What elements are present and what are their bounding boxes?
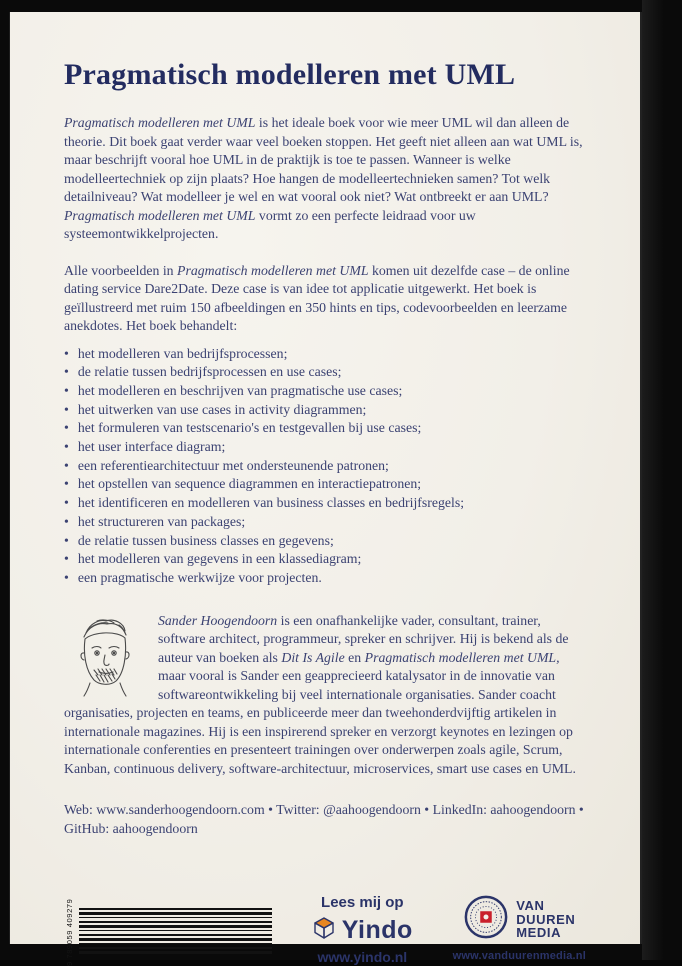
list-item: • het modelleren van gegevens in een klassediagram; bbox=[64, 550, 586, 569]
list-item: • het uitwerken van use cases in activity diagrammen; bbox=[64, 401, 586, 420]
list-item: • het structureren van packages; bbox=[64, 513, 586, 532]
list-item: • het modelleren van bedrijfsprocessen; bbox=[64, 345, 586, 364]
vanduuren-name bbox=[516, 899, 575, 940]
author-section bbox=[64, 612, 586, 779]
text-segment: maar vooral is Sander een geapprecieerd katalysator in de innovatie van softwareontwikkeling bij veel internationale organisaties. Sander coacht organisaties, projecten en teams, en publiceerde meer dan tweehonderdvijftig artikelen in internationale magazines. Hij is een inspirerend spreker en verzorgt keynotes en lezingen op internationale conferenties en presenteert trainingen over onderwerpen zoals agile, Scrum, Kanban, continuous delivery, software-architectuur, microservices, smart use cases en UML. bbox=[64, 668, 576, 776]
case-paragraph bbox=[64, 262, 586, 336]
vanduuren-name-line: VAN bbox=[516, 898, 545, 914]
yindo-brand-row bbox=[312, 916, 413, 945]
vanduuren-url: www.vanduurenmedia.nl bbox=[452, 950, 586, 963]
text-segment: is het ideale boek voor wie meer UML wil dan alleen de theorie. Dit boek gaat verder waar veel boeken stoppen. Het geeft niet alleen aan wat UML is, maar beschrijft vooral hoe UML in de praktijk is toe te passen. Wanneer is welke modelleertechniek op zijn plaats? Hoe hangen de modelleertechnieken samen? Tot welk detailniveau? Wat modelleer je wel en wat vooral ook niet? Wat ontbreekt er aan UML? bbox=[64, 115, 583, 204]
text-segment: Pragmatisch modelleren met UML bbox=[64, 207, 256, 223]
intro-paragraph bbox=[64, 114, 586, 244]
list-item: • een referentiearchitectuur met ondersteunende patronen; bbox=[64, 457, 586, 476]
contact-links bbox=[64, 800, 586, 838]
topics-list bbox=[64, 345, 586, 588]
list-item: • het formuleren van testscenario's en testgevallen bij use cases; bbox=[64, 419, 586, 438]
vanduuren-name-line: MEDIA bbox=[516, 925, 562, 941]
vanduuren-logo bbox=[453, 894, 586, 962]
contact-links-line1: Web: www.sanderhoogendoorn.com • Twitter: @aahoogendoorn • LinkedIn: aahoogendoorn • bbox=[64, 802, 584, 818]
author-sketch-portrait bbox=[64, 615, 144, 697]
author-name: Sander Hoogendoorn bbox=[158, 612, 278, 628]
barcode-bars bbox=[79, 908, 272, 956]
list-item: • de relatie tussen business classes en gegevens; bbox=[64, 532, 586, 551]
text-segment: is een onafhankelijke vader, consultant, trainer, software architect, programmeur, spreker en schrijver. Hij is bekend als de auteur van boeken als bbox=[158, 612, 569, 665]
text-segment: vormt zo een perfecte leidraad voor uw systeemontwikkelprojecten. bbox=[64, 207, 476, 241]
vanduuren-row bbox=[453, 894, 586, 945]
bottom-logo-row bbox=[64, 892, 586, 965]
yindo-brand-name: Yindo bbox=[341, 916, 413, 945]
yindo-logo bbox=[312, 894, 413, 965]
text-segment: en bbox=[344, 649, 365, 665]
book-title-mention: Pragmatisch modelleren met UML, bbox=[364, 649, 560, 665]
book-title: Pragmatisch modelleren met UML bbox=[64, 58, 516, 91]
list-item: • het modelleren en beschrijven van pragmatische use cases; bbox=[64, 382, 586, 401]
list-item: • een pragmatische werkwijze voor projecten. bbox=[64, 569, 586, 588]
book-title-mention: Dit Is Agile bbox=[281, 649, 345, 665]
cd-disc-icon bbox=[463, 894, 509, 945]
list-item: • de relatie tussen bedrijfsprocessen en use cases; bbox=[64, 363, 586, 382]
book-spine-edge bbox=[642, 0, 682, 960]
barcode-number: 9 789059 409279 bbox=[65, 898, 74, 966]
yindo-url: www.yindo.nl bbox=[317, 949, 408, 966]
book-back-cover bbox=[10, 12, 640, 966]
text-segment: Pragmatisch modelleren met UML bbox=[64, 115, 256, 130]
yindo-cube-icon bbox=[312, 916, 336, 945]
yindo-tagline: Lees mij op bbox=[321, 894, 404, 912]
contact-links-line2: GitHub: aahoogendoorn bbox=[64, 821, 198, 837]
list-item: • het user interface diagram; bbox=[64, 438, 586, 457]
list-item: • het opstellen van sequence diagrammen en interactiepatronen; bbox=[64, 475, 586, 494]
barcode bbox=[64, 898, 272, 966]
vanduuren-name-line: DUUREN bbox=[516, 911, 576, 927]
text-segment: komen uit dezelfde case – de online dating service Dare2Date. Deze case is van idee tot applicatie uitgewerkt. Het boek is geïllustreerd met ruim 150 afbeeldingen en 350 hints en tips, codevoorbeelden en leerzame anekdotes. Het boek behandelt: bbox=[64, 262, 570, 333]
list-item: • het identificeren en modelleren van business classes en bedrijfsregels; bbox=[64, 494, 586, 513]
text-segment: Alle voorbeelden in bbox=[64, 262, 178, 278]
text-segment: Pragmatisch modelleren met UML bbox=[177, 262, 369, 278]
